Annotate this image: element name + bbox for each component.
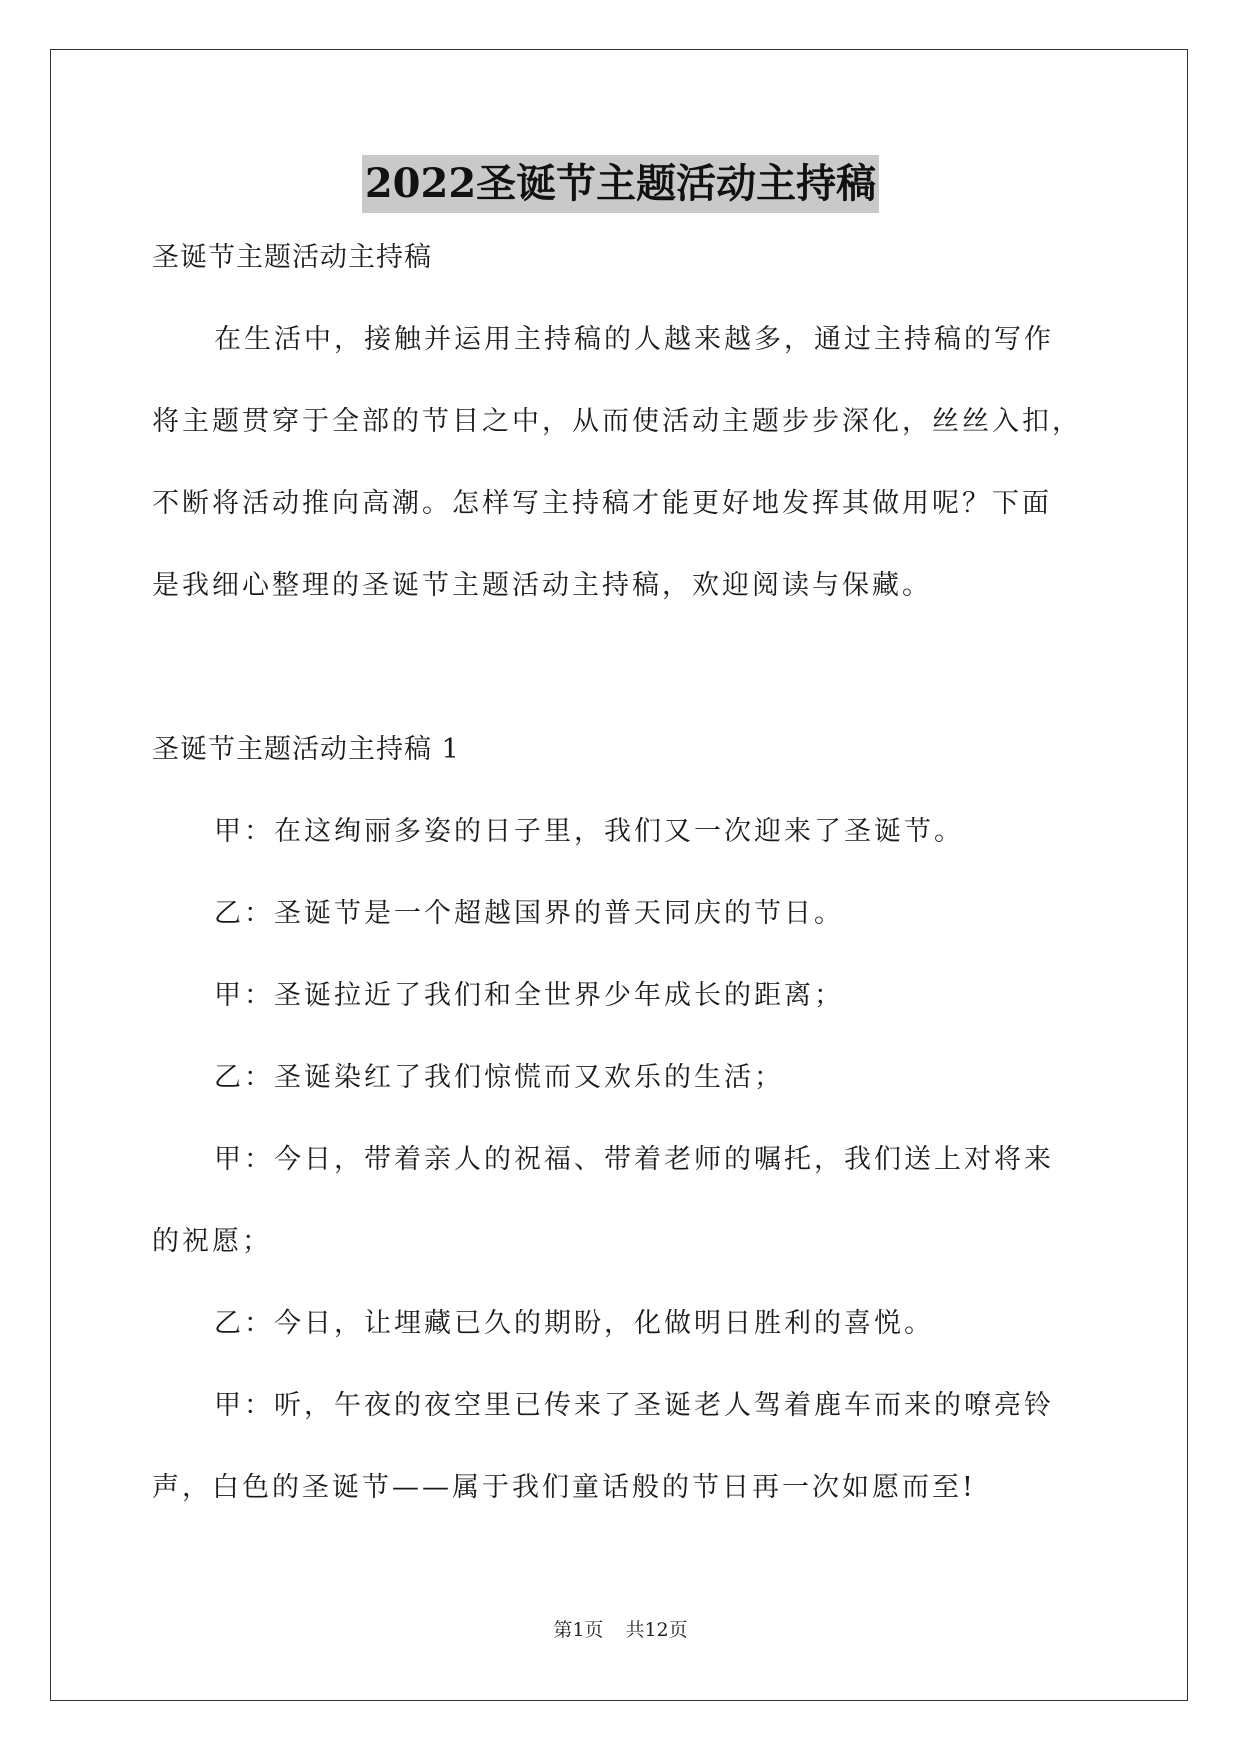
page-number: 第1页 [553, 1619, 604, 1641]
dialogue-line: 甲：圣诞拉近了我们和全世界少年成长的距离； [214, 980, 844, 1011]
intro-line: 不断将活动推向高潮。怎样写主持稿才能更好地发挥其做用呢？下面 [152, 488, 1052, 519]
dialogue-line: 乙：圣诞节是一个超越国界的普天同庆的节日。 [214, 898, 844, 929]
intro-line: 是我细心整理的圣诞节主题活动主持稿，欢迎阅读与保藏。 [152, 570, 932, 601]
intro-line: 在生活中，接触并运用主持稿的人越来越多，通过主持稿的写作 [214, 324, 1054, 355]
dialogue-line: 乙：圣诞染红了我们惊慌而又欢乐的生活； [214, 1062, 784, 1093]
section-heading: 圣诞节主题活动主持稿 1 [152, 734, 460, 765]
document-body [152, 238, 1092, 1550]
document-title: 2022圣诞节主题活动主持稿 [362, 155, 879, 213]
dialogue-line: 甲：在这绚丽多姿的日子里，我们又一次迎来了圣诞节。 [214, 816, 964, 847]
dialogue-line: 乙：今日，让埋藏已久的期盼，化做明日胜利的喜悦。 [214, 1308, 934, 1339]
dialogue-line: 的祝愿； [152, 1226, 272, 1257]
dialogue-line: 甲：听，午夜的夜空里已传来了圣诞老人驾着鹿车而来的嘹亮铃 [214, 1390, 1054, 1421]
dialogue-line: 甲：今日，带着亲人的祝福、带着老师的嘱托，我们送上对将来 [214, 1144, 1054, 1175]
paragraph-gap [152, 648, 1092, 730]
page-total: 共12页 [625, 1619, 688, 1641]
document-subtitle: 圣诞节主题活动主持稿 [152, 242, 432, 273]
title-container [0, 155, 1241, 213]
dialogue-line: 声，白色的圣诞节——属于我们童话般的节日再一次如愿而至! [152, 1472, 976, 1503]
page-footer [0, 1615, 1241, 1642]
intro-line: 将主题贯穿于全部的节目之中，从而使活动主题步步深化，丝丝入扣， [152, 406, 1082, 437]
